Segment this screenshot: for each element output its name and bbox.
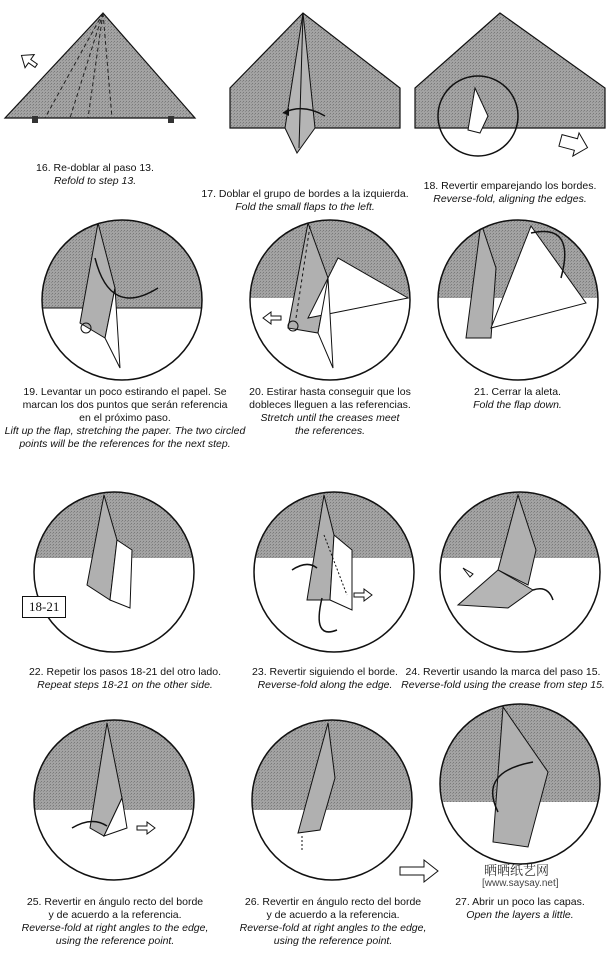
caption-step-27: 27. Abrir un poco las capas. Open the layers a little. (455, 896, 585, 921)
diagram-step-17 (225, 8, 405, 168)
step-range-box: 18-21 (22, 596, 66, 618)
caption-step-17: 17. Doblar el grupo de bordes a la izquierda. Fold the small flaps to the left. (201, 188, 409, 213)
caption-step-18: 18. Revertir emparejando los bordes. Reverse-fold, aligning the edges. (423, 180, 597, 205)
watermark-name: 晒晒纸艺网 (484, 863, 550, 878)
caption-step-21: 21. Cerrar la aleta. Fold the flap down. (473, 386, 562, 411)
diagram-step-23 (252, 490, 416, 654)
caption-step-22: 22. Repetir los pasos 18-21 del otro lado. Repeat steps 18-21 on the other side. (28, 666, 222, 691)
diagram-step-27 (438, 702, 602, 866)
caption-step-26: 26. Revertir en ángulo recto del borde y de acuerdo a la referencia. Reverse-fold at right angles to the edge, using the reference point. (239, 896, 427, 947)
caption-step-19: 19. Levantar un poco estirando el papel. Se marcan los dos puntos que serán referencia en el próximo paso. Lift up the flap, stretching the paper. The two circled points will be the references for the next step. (4, 386, 246, 450)
diagram-step-16 (0, 8, 200, 128)
diagram-step-22 (32, 490, 196, 654)
diagram-step-19 (40, 218, 204, 382)
diagram-step-21 (436, 218, 600, 382)
caption-step-20: 20. Estirar hasta conseguir que los dobleces lleguen a las referencias. Stretch until the creases meet the references. (249, 386, 411, 437)
caption-step-25: 25. Revertir en ángulo recto del borde y de acuerdo a la referencia. Reverse-fold at right angles to the edge, using the reference point. (21, 896, 209, 947)
diagram-step-26 (250, 718, 414, 882)
caption-step-16: 16. Re-doblar al paso 13. Refold to step 13. (36, 162, 154, 187)
diagram-step-25 (32, 718, 196, 882)
caption-step-23: 23. Revertir siguiendo el borde. Reverse-fold along the edge. (252, 666, 398, 691)
diagram-step-18 (410, 8, 610, 168)
watermark-url: [www.saysay.net] (482, 878, 559, 889)
diagram-step-20 (248, 218, 412, 382)
caption-step-24: 24. Revertir usando la marca del paso 15. Reverse-fold using the crease from step 15. (401, 666, 605, 691)
diagram-step-24 (438, 490, 602, 654)
